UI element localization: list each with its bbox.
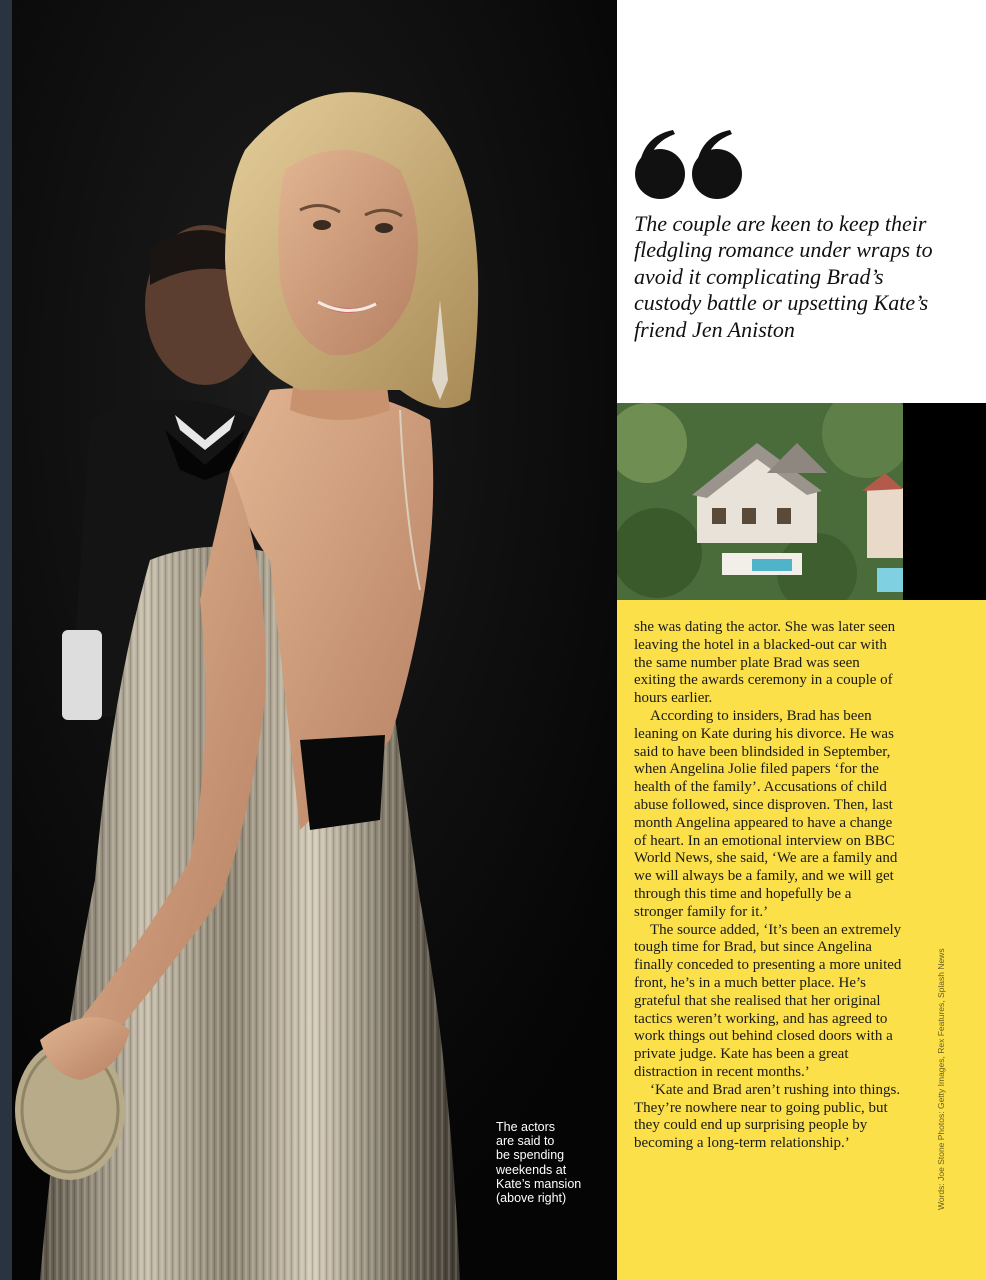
quote-marks-icon bbox=[633, 128, 745, 205]
photo-credit: Words: Joe Stone Photos: Getty Images, Rex Features, Splash News bbox=[936, 948, 946, 1210]
black-panel bbox=[903, 403, 986, 600]
pull-quote: The couple are keen to keep their fledgling romance under wraps to avoid it complicating Brad’s custody battle or upsetting Kate’s friend Jen Aniston bbox=[634, 211, 933, 342]
article-paragraph: The source added, ‘It’s been an extremely tough time for Brad, but since Angelina finally conceded to presenting a more united front, he’s in a much better place. He’s grateful that she realised that her original tactics weren’t working, and has agreed to work things out behind closed doors with a private judge. Kate has been a great distraction in recent months.’ bbox=[634, 921, 902, 1080]
photo-caption: The actors are said to be spending weekends at Kate’s mansion (above right) bbox=[496, 1120, 582, 1206]
article-body bbox=[634, 619, 904, 1153]
article-paragraph: According to insiders, Brad has been leaning on Kate during his divorce. He was said to have been blindsided in September, when Angelina Jolie filed papers ‘for the health of the family’. Accusations of child abuse followed, since disproven. Then, last month Angelina appeared to have a change of heart. In an emotional interview on BBC World News, she said, ‘We are a family and we will always be a family, and we will get through this time and hopefully be a stronger family for it.’ bbox=[634, 707, 898, 920]
mansion-illustration bbox=[617, 403, 903, 600]
adjacent-page-edge bbox=[0, 0, 12, 1280]
article-paragraph: she was dating the actor. She was later seen leaving the hotel in a blacked-out car with the same number plate Brad was seen exiting the awards ceremony in a couple of hours earlier. bbox=[634, 619, 896, 707]
article-paragraph: ‘Kate and Brad aren’t rushing into things. They’re nowhere near to going public, but they could end up surprising people by becoming a long-term relationship.’ bbox=[634, 1081, 901, 1152]
mansion-photo bbox=[617, 403, 903, 600]
